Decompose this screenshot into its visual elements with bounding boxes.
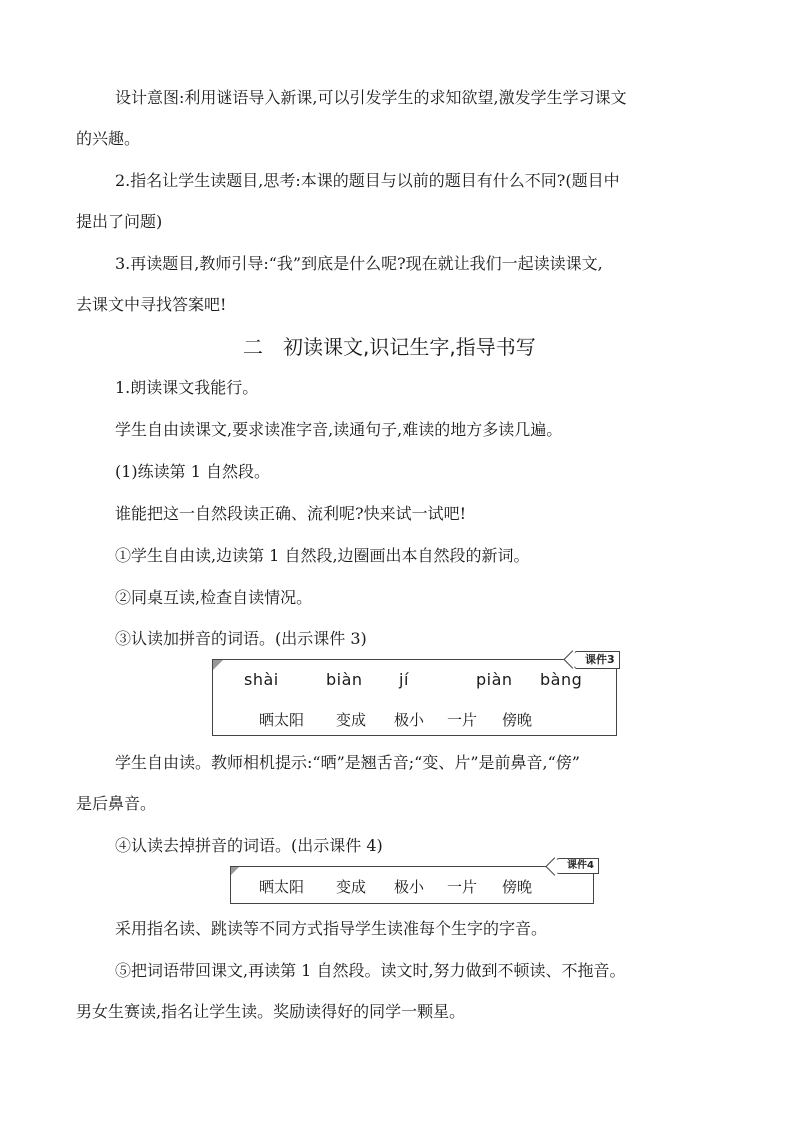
body-line: 学生自由读。教师相机提示:“晒”是翘舌音;“变、片”是前鼻音,“傍” bbox=[115, 753, 580, 772]
paragraph-line: 3.再读题目,教师引导:“我”到底是什么呢?现在就让我们一起读读课文, bbox=[115, 254, 603, 273]
vocab-word: 傍晚 bbox=[502, 878, 533, 896]
body-line: ③认读加拼音的词语。(出示课件 3) bbox=[115, 629, 367, 648]
paragraph-line: 的兴趣。 bbox=[76, 129, 141, 148]
body-line: 是后鼻音。 bbox=[76, 794, 157, 813]
body-line: ①学生自由读,边读第 1 自然段,边圈画出本自然段的新词。 bbox=[115, 546, 530, 565]
corner-mark-icon bbox=[213, 660, 223, 670]
body-line: (1)练读第 1 自然段。 bbox=[115, 462, 271, 481]
section-heading: 二 初读课文,识记生字,指导书写 bbox=[243, 335, 536, 359]
courseware-4-box bbox=[230, 866, 594, 904]
vocab-word: 一片 bbox=[447, 878, 478, 896]
pinyin: bàng bbox=[540, 670, 583, 689]
vocab-word: 晒太阳 bbox=[259, 878, 305, 896]
body-line: ④认读去掉拼音的词语。(出示课件 4) bbox=[115, 836, 383, 855]
paragraph-line: 提出了问题) bbox=[76, 212, 163, 231]
paragraph-line: 2.指名让学生读题目,思考:本课的题目与以前的题目有什么不同?(题目中 bbox=[115, 171, 620, 190]
courseware-4-tag: 课件4 bbox=[556, 858, 599, 874]
vocab-word: 晒太阳 bbox=[259, 711, 305, 729]
paragraph-line: 设计意图:利用谜语导入新课,可以引发学生的求知欲望,激发学生学习课文 bbox=[115, 88, 627, 107]
vocab-word: 极小 bbox=[394, 711, 425, 729]
corner-mark-icon bbox=[231, 867, 239, 875]
pinyin: piàn bbox=[476, 670, 513, 689]
body-line: 1.朗读课文我能行。 bbox=[115, 378, 259, 397]
courseware-3-box bbox=[212, 659, 617, 736]
body-line: ⑤把词语带回课文,再读第 1 自然段。读文时,努力做到不顿读、不拖音。 bbox=[115, 961, 626, 980]
vocab-word: 傍晚 bbox=[502, 711, 533, 729]
vocab-word: 变成 bbox=[336, 711, 367, 729]
pinyin: jí bbox=[399, 670, 409, 689]
body-line: 谁能把这一自然段读正确、流利呢?快来试一试吧! bbox=[115, 504, 467, 523]
body-line: 男女生赛读,指名让学生读。奖励读得好的同学一颗星。 bbox=[76, 1002, 466, 1021]
vocab-word: 一片 bbox=[447, 711, 478, 729]
pinyin: biàn bbox=[326, 670, 363, 689]
pinyin: shài bbox=[244, 670, 279, 689]
courseware-3-tag: 课件3 bbox=[574, 651, 620, 669]
vocab-word: 极小 bbox=[394, 878, 425, 896]
body-line: 采用指名读、跳读等不同方式指导学生读准每个生字的字音。 bbox=[115, 919, 548, 938]
vocab-word: 变成 bbox=[336, 878, 367, 896]
body-line: 学生自由读课文,要求读准字音,读通句子,难读的地方多读几遍。 bbox=[115, 420, 563, 439]
paragraph-line: 去课文中寻找答案吧! bbox=[76, 295, 227, 314]
body-line: ②同桌互读,检查自读情况。 bbox=[115, 588, 313, 607]
